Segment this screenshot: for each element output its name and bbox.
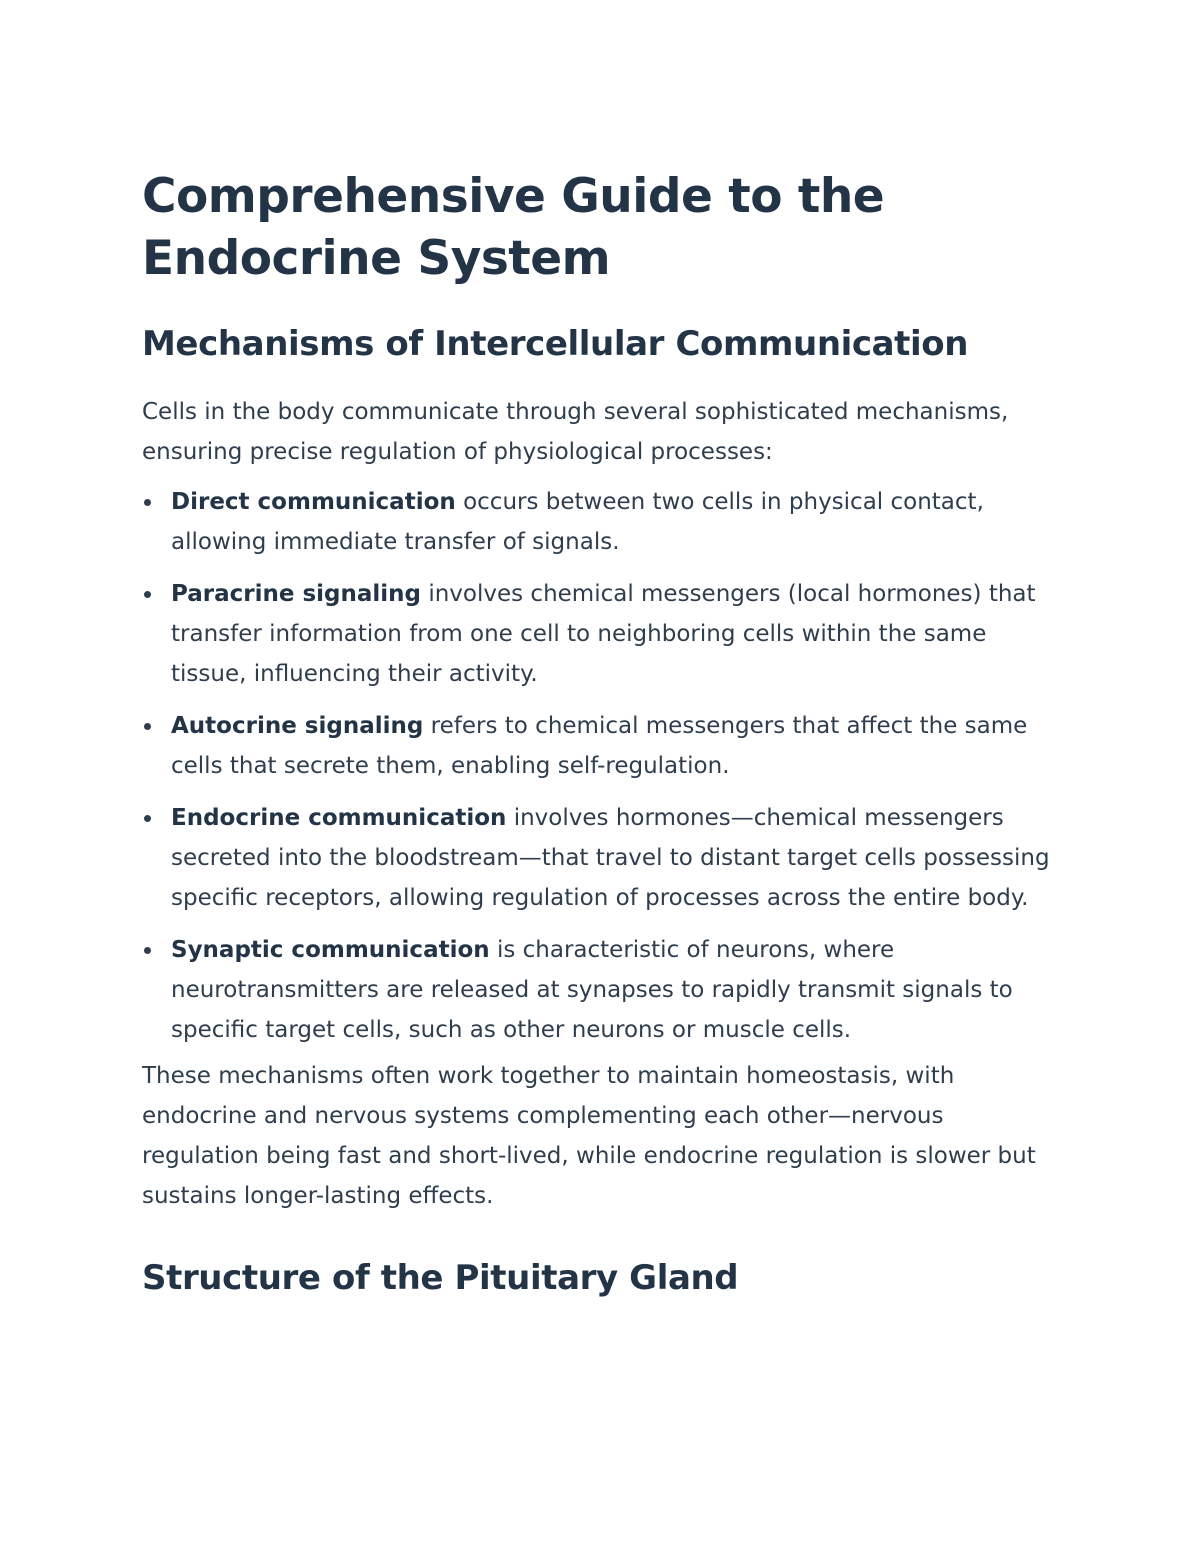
document-page	[142, 166, 1052, 1300]
bullet-dot-icon	[144, 723, 151, 730]
list-item-text: involves chemical messengers (local hormones) that transfer information from one cell to neighboring cells within the same tissue, influencing their activity.	[171, 581, 1036, 687]
list-item-term: Paracrine signaling	[171, 581, 422, 607]
list-item-autocrine-signaling	[142, 706, 1052, 786]
list-item-text: occurs between two cells in physical contact, allowing immediate transfer of signals.	[171, 489, 984, 555]
bullet-dot-icon	[144, 499, 151, 506]
bullet-dot-icon	[144, 591, 151, 598]
section-intro-paragraph: Cells in the body communicate through several sophisticated mechanisms, ensuring precise regulation of physiological processes:	[142, 399, 1009, 465]
list-item-term: Direct communication	[171, 489, 456, 515]
list-item-endocrine-communication	[142, 798, 1052, 918]
list-item-term: Endocrine communication	[171, 805, 507, 831]
list-item-direct-communication	[142, 482, 1052, 562]
list-item-text: involves hormones—chemical messengers secreted into the bloodstream—that travel to distant target cells possessing specific receptors, allowing regulation of processes across the entire body.	[171, 805, 1050, 911]
list-item-text: refers to chemical messengers that affect the same cells that secrete them, enabling self-regulation.	[171, 713, 1028, 779]
section-heading-pituitary-gland: Structure of the Pituitary Gland	[142, 1258, 739, 1298]
document-title: Comprehensive Guide to the Endocrine System	[142, 169, 885, 286]
list-item-term: Autocrine signaling	[171, 713, 424, 739]
list-item-paracrine-signaling	[142, 574, 1052, 694]
bullet-dot-icon	[144, 815, 151, 822]
list-item-text: is characteristic of neurons, where neurotransmitters are released at synapses to rapidly transmit signals to specific target cells, such as other neurons or muscle cells.	[171, 937, 1013, 1043]
list-item-synaptic-communication	[142, 930, 1052, 1050]
bullet-dot-icon	[144, 947, 151, 954]
list-item-term: Synaptic communication	[171, 937, 490, 963]
section-closing-paragraph: These mechanisms often work together to maintain homeostasis, with endocrine and nervous systems complementing each other—nervous regulation being fast and short-lived, while endocrine regulation is slower but sustains longer-lasting effects.	[142, 1063, 1036, 1209]
communication-mechanisms-list	[142, 482, 1052, 1050]
section-heading-intercellular-communication: Mechanisms of Intercellular Communication	[142, 324, 969, 364]
